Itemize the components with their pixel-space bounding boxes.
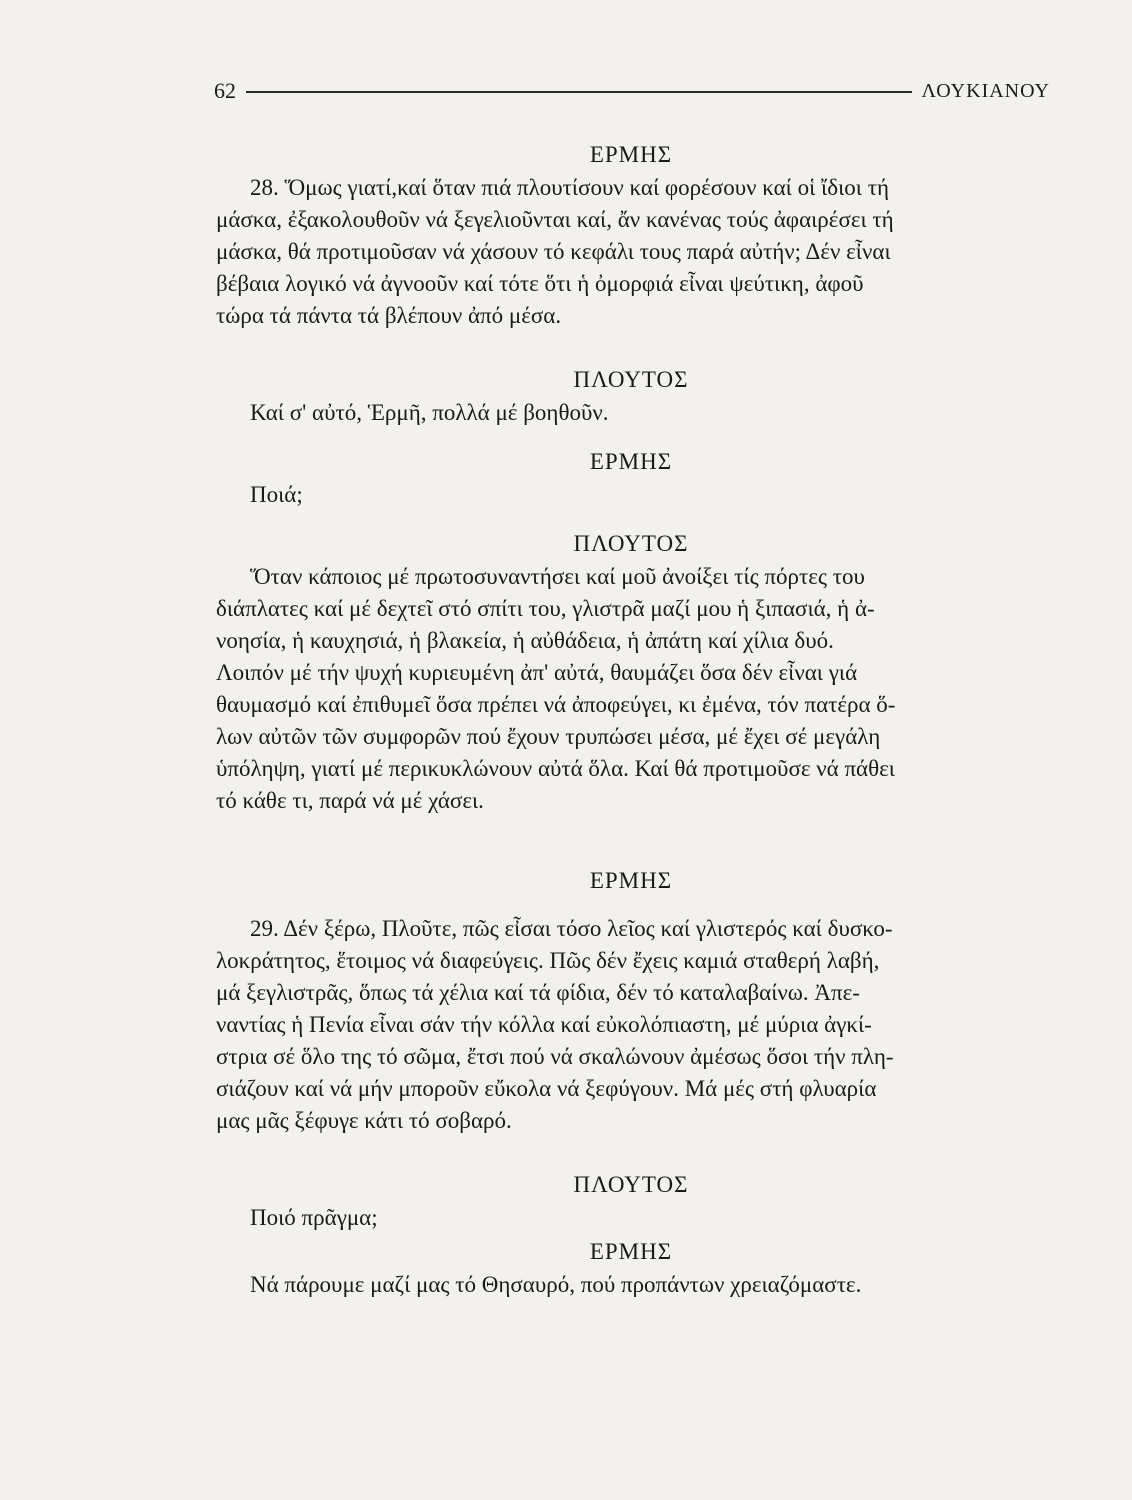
text-line: νοησία, ἡ καυχησιά, ἡ βλακεία, ἡ αὐθάδεια, ἡ ἀπάτη καί χίλια δυό. <box>216 628 834 653</box>
text-line: Καί σ' αὐτό, Ἑρμῆ, πολλά μέ βοηθοῦν. <box>250 400 609 425</box>
text-line: 28. Ὅμως γιατί,καί ὅταν πιά πλουτίσουν καί φορέσουν καί οἱ ἴδιοι τή <box>250 175 889 200</box>
text-line: 29. Δέν ξέρω, Πλοῦτε, πῶς εἶσαι τόσο λεῖος καί γλιστερός καί δυσκο- <box>250 916 893 941</box>
text-line: θαυμασμό καί ἐπιθυμεῖ ὅσα πρέπει νά ἀποφεύγει, κι ἐμένα, τόν πατέρα ὅ- <box>216 692 896 717</box>
text-line: μας μᾶς ξέφυγε κάτι τό σοβαρό. <box>216 1108 512 1133</box>
text-line: τώρα τά πάντα τά βλέπουν ἀπό μέσα. <box>216 303 562 328</box>
text-line: τό κάθε τι, παρά νά μέ χάσει. <box>216 788 484 813</box>
speaker-label: ΠΛΟΥΤΟΣ <box>573 367 689 392</box>
text-line: μάσκα, ἐξακολουθοῦν νά ξεγελιοῦνται καί, ἄν κανένας τούς ἀφαιρέσει τή <box>216 207 894 232</box>
dialogue-text <box>216 137 1046 1301</box>
text-line: βέβαια λογικό νά ἀγνοοῦν καί τότε ὅτι ἡ ὀμορφιά εἶναι ψεύτικη, ἀφοῦ <box>216 271 864 296</box>
page-number: 62 <box>214 78 236 103</box>
text-line: διάπλατες καί μέ δεχτεῖ στό σπίτι του, γλιστρᾶ μαζί μου ἡ ξιπασιά, ἡ ἀ- <box>216 596 875 621</box>
text-line: Ὅταν κάποιος μέ πρωτοσυναντήσει καί μοῦ ἀνοίξει τίς πόρτες του <box>250 564 865 589</box>
speaker-label: ΕΡΜΗΣ <box>589 1239 673 1264</box>
text-line: Νά πάρουμε μαζί μας τό Θησαυρό, πού προπάντων χρειαζόμαστε. <box>250 1272 862 1297</box>
text-line: Ποιό πρᾶγμα; <box>250 1205 378 1230</box>
speaker-label: ΕΡΜΗΣ <box>589 142 673 167</box>
speaker-label: ΠΛΟΥΤΟΣ <box>573 1172 689 1197</box>
text-line: λοκράτητος, ἕτοιμος νά διαφεύγεις. Πῶς δέν ἔχεις καμιά σταθερή λαβή, <box>216 948 880 973</box>
speaker-label: ΕΡΜΗΣ <box>589 449 673 474</box>
running-head: ΛΟΥΚΙΑΝΟΥ <box>921 79 1050 102</box>
text-line: ναντίας ἡ Πενία εἶναι σάν τήν κόλλα καί εὐκολόπιαστη, μέ μύρια ἀγκί- <box>216 1012 872 1037</box>
text-line: μάσκα, θά προτιμοῦσαν νά χάσουν τό κεφάλι τους παρά αὐτήν; Δέν εἶναι <box>216 239 891 264</box>
page-header <box>214 76 1050 106</box>
speaker-label: ΠΛΟΥΤΟΣ <box>573 531 689 556</box>
header-rule <box>246 91 912 93</box>
text-line: στρια σέ ὅλο της τό σῶμα, ἔτσι πού νά σκαλώνουν ἀμέσως ὅσοι τήν πλη- <box>216 1044 894 1069</box>
text-line: λων αὐτῶν τῶν συμφορῶν πού ἔχουν τρυπώσει μέσα, μέ ἔχει σέ μεγάλη <box>216 724 881 749</box>
text-line: Λοιπόν μέ τήν ψυχή κυριευμένη ἀπ' αὐτά, θαυμάζει ὅσα δέν εἶναι γιά <box>216 660 858 685</box>
text-line: μά ξεγλιστρᾶς, ὅπως τά χέλια καί τά φίδια, δέν τό καταλαβαίνω. Ἀπε- <box>216 980 860 1005</box>
text-line: ὑπόληψη, γιατί μέ περικυκλώνουν αὐτά ὅλα. Καί θά προτιμοῦσε νά πάθει <box>216 756 895 781</box>
speaker-label: ΕΡΜΗΣ <box>589 868 673 893</box>
text-line: Ποιά; <box>250 482 303 507</box>
text-line: σιάζουν καί νά μήν μποροῦν εὔκολα νά ξεφύγουν. Μά μές στή φλυαρία <box>216 1076 877 1101</box>
